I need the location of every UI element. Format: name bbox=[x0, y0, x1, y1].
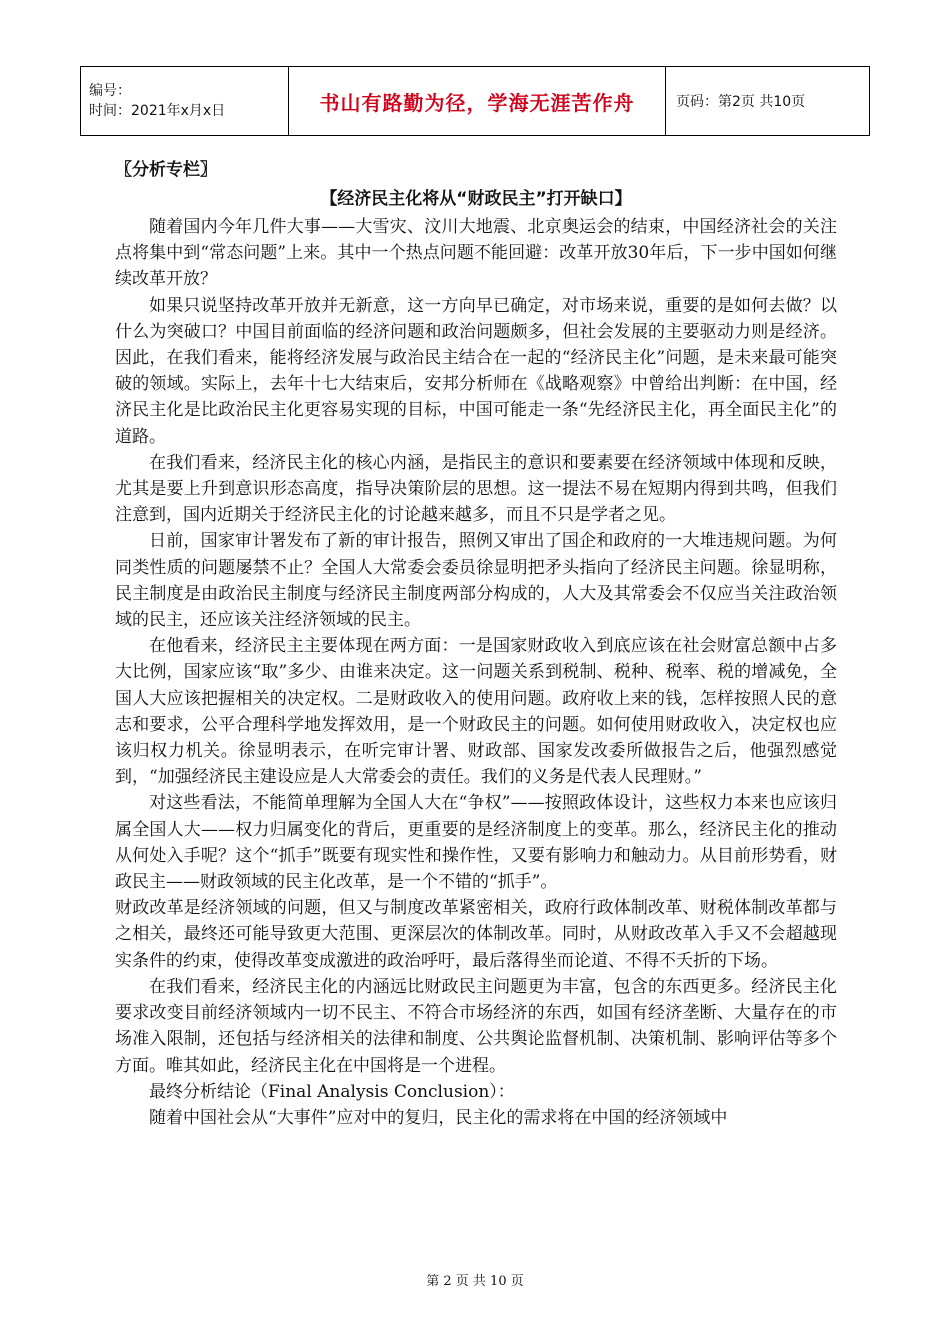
header-meta-cell bbox=[81, 67, 289, 136]
header-table bbox=[80, 66, 870, 136]
document-number-label: 编号： bbox=[89, 83, 131, 99]
paragraph: 日前，国家审计署发布了新的审计报告，照例又审出了国企和政府的一大堆违规问题。为何同类性质的问题屡禁不止？全国人大常委会委员徐显明把矛头指向了经济民主问题。徐显明称，民主制度是由政治民主制度与经济民主制度两部分构成的，人大及其常委会不仅应当关注政治领域的民主，还应该关注经济领域的民主。 bbox=[115, 531, 837, 631]
article-title: 【经济民主化将从“财政民主”打开缺口】 bbox=[320, 189, 632, 209]
header-page-label: 页码：第2页 共10页 bbox=[666, 67, 870, 136]
paragraph: 在他看来，经济民主主要体现在两方面：一是国家财政收入到底应该在社会财富总额中占多大比例，国家应该“取”多少、由谁来决定。这一问题关系到税制、税种、税率、税的增减免，全国人大应该把握相关的决定权。二是财政收入的使用问题。政府收上来的钱，怎样按照人民的意志和要求，公平合理科学地发挥效用，是一个财政民主的问题。如何使用财政收入，决定权也应该归权力机关。徐显明表示，在听完审计署、财政部、国家发改委所做报告之后，他强烈感觉到，“加强经济民主建设应是人大常委会的责任。我们的义务是代表人民理财。” bbox=[115, 636, 837, 788]
paragraph: 在我们看来，经济民主化的核心内涵，是指民主的意识和要素要在经济领域中体现和反映，尤其是要上升到意识形态高度，指导决策阶层的思想。这一提法不易在短期内得到共鸣，但我们注意到，国内近期关于经济民主化的讨论越来越多，而且不只是学者之见。 bbox=[115, 452, 837, 526]
paragraph: 财政改革是经济领域的问题，但又与制度改革紧密相关，政府行政体制改革、财税体制改革都与之相关，最终还可能导致更大范围、更深层次的体制改革。同时，从财政改革入手又不会超越现实条件的约束，使得改革变成激进的政治呼吁，最后落得坐而论道、不得不夭折的下场。 bbox=[115, 898, 837, 971]
paragraph: 对这些看法，不能简单理解为全国人大在“争权”——按照政体设计，这些权力本来也应该归属全国人大——权力归属变化的背后，更重要的是经济制度上的变革。那么，经济民主化的推动从何处入手呢？这个“抓手”既要有现实性和操作性，又要有影响力和触动力。从目前形势看，财政民主——财政领域的民主化改革，是一个不错的“抓手”。 bbox=[115, 793, 837, 893]
paragraph: 随着国内今年几件大事——大雪灾、汶川大地震、北京奥运会的结束，中国经济社会的关注点将集中到“常态问题”上来。其中一个热点问题不能回避：改革开放30年后，下一步中国如何继续改革开放？ bbox=[115, 217, 837, 290]
paragraph: 如果只说坚持改革开放并无新意，这一方向早已确定，对市场来说，重要的是如何去做？以什么为突破口？中国目前面临的经济问题和政治问题颇多，但社会发展的主要驱动力则是经济。因此，在我们看来，能将经济发展与政治民主结合在一起的“经济民主化”问题，是未来最可能突破的领域。实际上，去年十七大结束后，安邦分析师在《战略观察》中曾给出判断：在中国，经济民主化是比政治民主化更容易实现的目标，中国可能走一条“先经济民主化，再全面民主化”的道路。 bbox=[115, 295, 837, 447]
document-body bbox=[115, 156, 837, 1131]
page-footer: 第 2 页 共 10 页 bbox=[426, 1274, 524, 1289]
section-label: 〖分析专栏〗 bbox=[115, 160, 217, 180]
paragraph: 在我们看来，经济民主化的内涵远比财政民主问题更为丰富，包含的东西更多。经济民主化要求改变目前经济领域内一切不民主、不符合市场经济的东西，如国有经济垄断、大量存在的市场准入限制，还包括与经济相关的法律和制度、公共舆论监督机制、决策机制、影响评估等多个方面。唯其如此，经济民主化在中国将是一个进程。 bbox=[115, 976, 837, 1076]
header-motto: 书山有路勤为径，学海无涯苦作舟 bbox=[289, 67, 666, 136]
paragraph: 随着中国社会从“大事件”应对中的复归，民主化的需求将在中国的经济领域中 bbox=[149, 1107, 728, 1128]
date-label: 时间：2021年x月x日 bbox=[89, 103, 226, 119]
conclusion-heading: 最终分析结论（Final Analysis Conclusion）： bbox=[149, 1081, 515, 1102]
